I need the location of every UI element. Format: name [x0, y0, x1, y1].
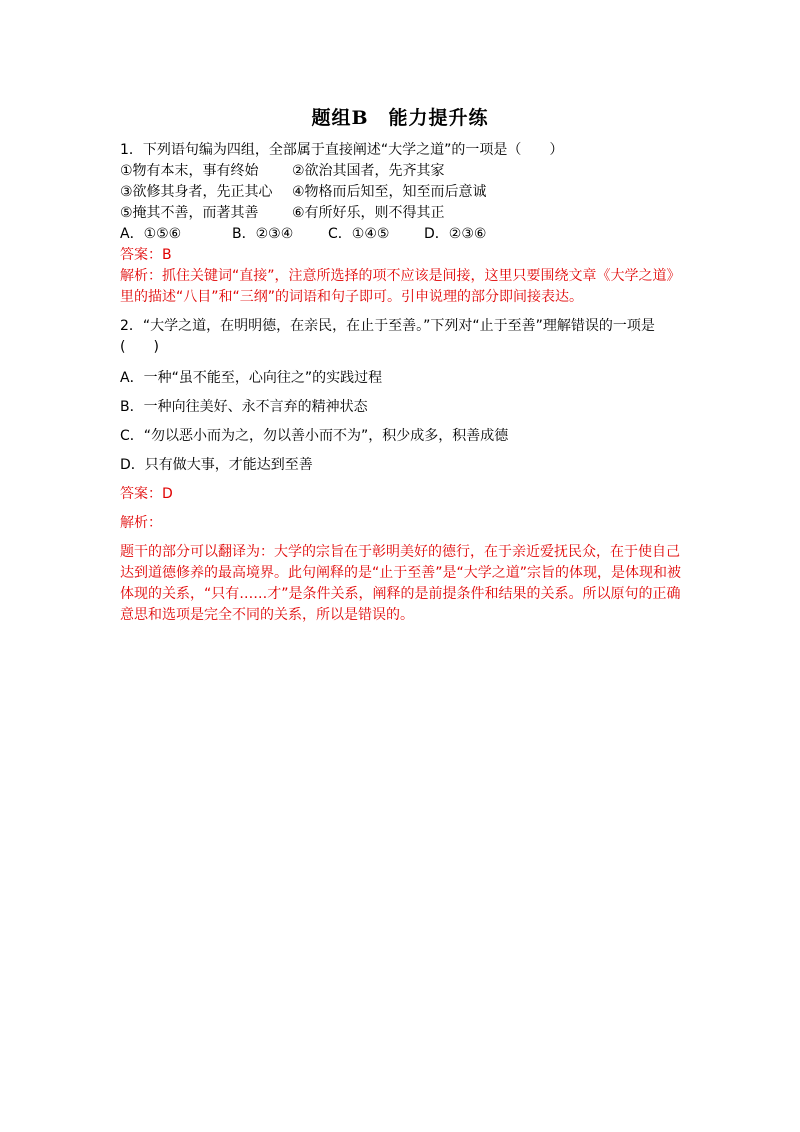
- question-2-analysis: 题干的部分可以翻译为：大学的宗旨在于彰明美好的德行，在于亲近爱抚民众，在于使自己达到道德修养的最高境界。此句阐释的是“止于至善”是“大学之道”宗旨的体现，是体现和被体现的关系，“只有……才”是条件关系，阐释的是前提条件和结果的关系。所以原句的正确意思和选项是完全不同的关系，所以是错误的。: [120, 544, 682, 623]
- question-2-stem: 2．“大学之道，在明明德，在亲民，在止于至善。”下列对“止于至善”理解错误的一项是( ): [120, 318, 655, 355]
- document-body: [120, 140, 690, 626]
- question-1-stem: 1．下列语句编为四组，全部属于直接阐述“大学之道”的一项是（ ）: [120, 142, 564, 158]
- question-1-option-d: D．②③⑥: [424, 226, 487, 242]
- question-1-item-row: [120, 182, 690, 203]
- statement-3: ③欲修其身者，先正其心: [120, 184, 273, 200]
- question-1-answer: 答案：B: [120, 247, 172, 263]
- page-title: 题组B 能力提升练: [311, 107, 489, 129]
- question-2-option-a: A．一种“虽不能至，心向往之”的实践过程: [120, 370, 383, 386]
- question-2-analysis-label: 解析：: [120, 515, 162, 531]
- statement-6: ⑥有所好乐，则不得其正: [292, 205, 445, 221]
- statement-1: ①物有本末，事有终始: [120, 163, 259, 179]
- question-2-answer: 答案：D: [120, 486, 173, 502]
- question-1-option-b: B．②③④: [232, 226, 294, 242]
- question-1-item-row: [120, 161, 690, 182]
- statement-4: ④物格而后知至，知至而后意诚: [292, 184, 487, 200]
- question-2-option-b: B．一种向往美好、永不言弃的精神状态: [120, 399, 368, 415]
- question-1-option-c: C．①④⑤: [328, 226, 390, 242]
- question-1-analysis: 解析：抓住关键词“直接”，注意所选择的项不应该是间接，这里只要围绕文章《大学之道》里的描述“八目”和“三纲”的词语和句子即可。引申说理的部分即间接表达。: [120, 268, 681, 305]
- question-2-option-d: D．只有做大事，才能达到至善: [120, 457, 313, 473]
- question-1-item-row: [120, 203, 690, 224]
- statement-5: ⑤掩其不善，而著其善: [120, 205, 259, 221]
- statement-2: ②欲治其国者，先齐其家: [292, 163, 445, 179]
- question-1-option-a: A．①⑤⑥: [120, 226, 182, 242]
- question-1-options: [120, 224, 690, 245]
- question-2-option-c: C．“勿以恶小而为之，勿以善小而不为”，积少成多，积善成德: [120, 428, 509, 444]
